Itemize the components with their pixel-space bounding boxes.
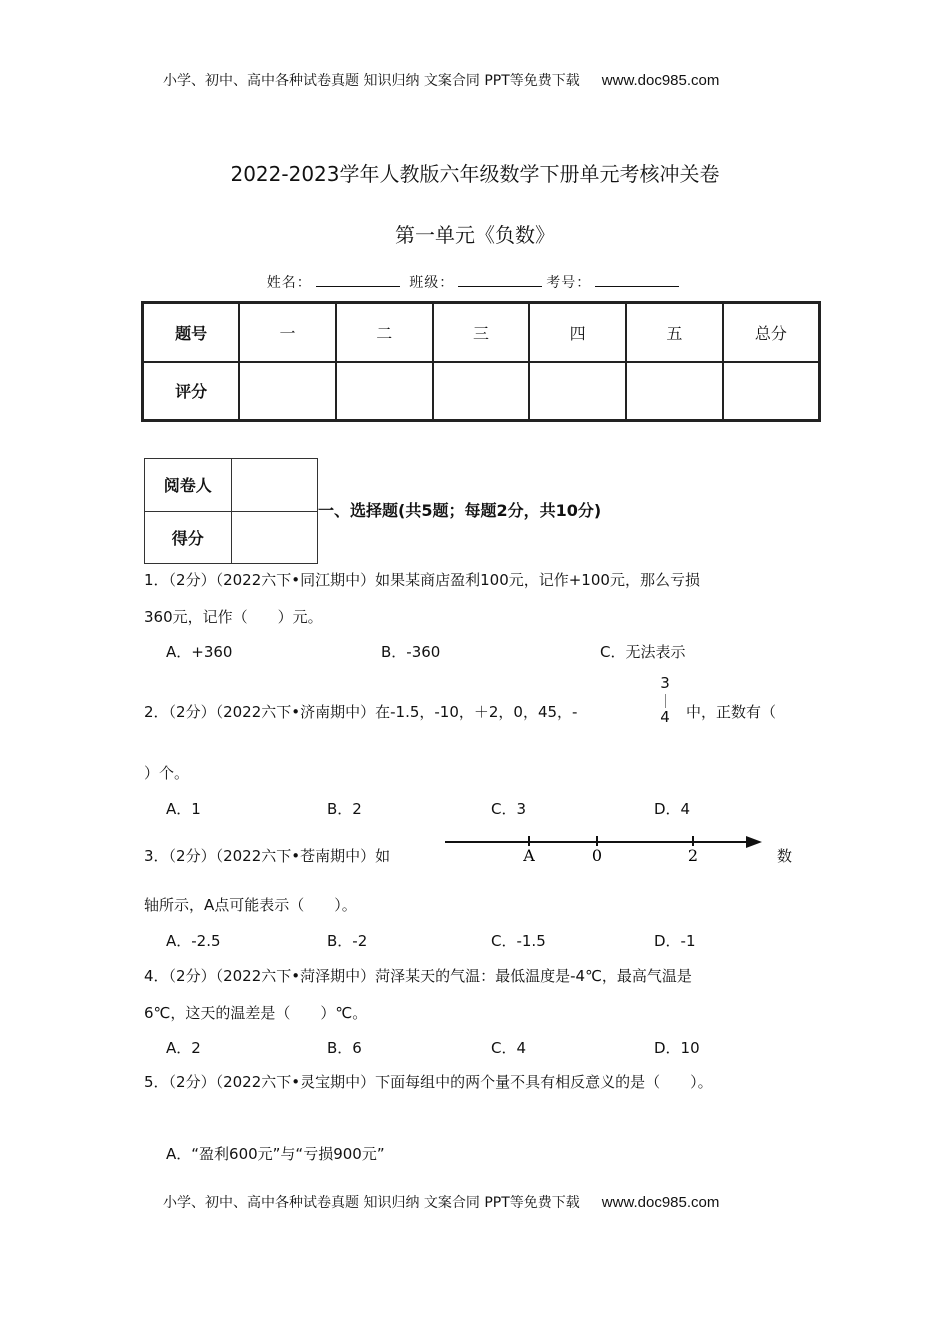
score-cell-4: 四 xyxy=(529,303,626,362)
q2-fraction-numerator: 3 xyxy=(660,674,670,692)
number-line xyxy=(440,832,770,864)
q5-option-a[interactable]: A．“盈利600元”与“亏损900元” xyxy=(166,1145,385,1163)
q4-option-a[interactable]: A．2 xyxy=(166,1039,201,1057)
q3-option-d[interactable]: D．-1 xyxy=(654,932,696,950)
reviewer-input[interactable] xyxy=(231,459,318,512)
q2-line1: 2．（2分）（2022六下•济南期中）在-1.5，-10，＋2，0，45，- xyxy=(144,703,578,721)
q4-line2: 6℃，这天的温差是（ ）℃。 xyxy=(144,1004,368,1022)
q1-line1: 1．（2分）（2022六下•同江期中）如果某商店盈利100元，记作+100元，那么亏损 xyxy=(144,571,700,589)
student-info-line xyxy=(0,272,950,292)
q4-option-c[interactable]: C．4 xyxy=(491,1039,527,1057)
q4-option-d[interactable]: D．10 xyxy=(654,1039,700,1057)
score-cell-total: 总分 xyxy=(723,303,820,362)
q1-line2: 360元，记作（ ）元。 xyxy=(144,608,323,626)
q3-line2: 轴所示，A点可能表示（ ）。 xyxy=(144,896,357,914)
q3-option-b[interactable]: B．-2 xyxy=(327,932,368,950)
q4-option-b[interactable]: B．6 xyxy=(327,1039,362,1057)
page-footer xyxy=(163,1192,719,1212)
score-input-total[interactable] xyxy=(723,362,820,421)
q3-option-c[interactable]: C．-1.5 xyxy=(491,932,546,950)
score-input-4[interactable] xyxy=(529,362,626,421)
score-table-header-row xyxy=(143,303,820,362)
q2-option-d[interactable]: D．4 xyxy=(654,800,691,818)
q5-line1: 5．（2分）（2022六下•灵宝期中）下面每组中的两个量不具有相反意义的是（ ）。 xyxy=(144,1073,713,1091)
score-table xyxy=(141,301,821,422)
exam-subtitle: 第一单元《负数》 xyxy=(395,223,555,247)
header-text: 小学、初中、高中各种试卷真题 知识归纳 文案合同 PPT等免费下载 xyxy=(163,73,580,89)
footer-text: 小学、初中、高中各种试卷真题 知识归纳 文案合同 PPT等免费下载 xyxy=(163,1195,580,1211)
number-line-arrow xyxy=(746,836,762,848)
grader-score-label: 得分 xyxy=(145,511,232,564)
score-cell-5: 五 xyxy=(626,303,723,362)
label-a: A xyxy=(523,846,535,864)
q2-option-b[interactable]: B．2 xyxy=(327,800,362,818)
q1-option-c[interactable]: C．无法表示 xyxy=(600,643,686,661)
q4-line1: 4．（2分）（2022六下•菏泽期中）菏泽某天的气温：最低温度是-4℃，最高气温是 xyxy=(144,967,692,985)
q3-line1-tail: 数 xyxy=(777,847,793,865)
q3-line1: 3．（2分）（2022六下•苍南期中）如 xyxy=(144,847,391,865)
q2-option-c[interactable]: C．3 xyxy=(491,800,527,818)
label-0: 0 xyxy=(591,846,603,864)
q2-option-a[interactable]: A．1 xyxy=(166,800,201,818)
score-cell-1: 一 xyxy=(239,303,336,362)
q2-fraction-bar xyxy=(665,694,666,708)
name-blank[interactable] xyxy=(316,286,400,287)
reviewer-label: 阅卷人 xyxy=(145,459,232,512)
label-2: 2 xyxy=(687,846,699,864)
q1-option-a[interactable]: A．+360 xyxy=(166,643,233,661)
class-label: 班级： xyxy=(409,275,455,291)
score-row-label: 评分 xyxy=(143,362,240,421)
exam-title: 2022-2023学年人教版六年级数学下册单元考核冲关卷 xyxy=(230,162,720,186)
name-label: 姓名： xyxy=(266,275,312,291)
exam-no-blank[interactable] xyxy=(595,286,679,287)
score-cell-3: 三 xyxy=(433,303,530,362)
score-input-5[interactable] xyxy=(626,362,723,421)
score-table-score-row xyxy=(143,362,820,421)
class-blank[interactable] xyxy=(458,286,542,287)
score-cell-label: 题号 xyxy=(143,303,240,362)
q3-option-a[interactable]: A．-2.5 xyxy=(166,932,221,950)
score-cell-2: 二 xyxy=(336,303,433,362)
grader-table xyxy=(144,458,318,564)
score-input-2[interactable] xyxy=(336,362,433,421)
grader-score-input[interactable] xyxy=(231,511,318,564)
header-url[interactable]: www.doc985.com xyxy=(601,72,720,89)
exam-no-label: 考号： xyxy=(546,275,592,291)
score-input-1[interactable] xyxy=(239,362,336,421)
q2-line1-tail: 中，正数有（ xyxy=(686,703,777,721)
page-header xyxy=(163,70,719,90)
section-heading: 一、选择题(共5题；每题2分，共10分) xyxy=(318,501,602,520)
q1-option-b[interactable]: B．-360 xyxy=(381,643,441,661)
score-input-3[interactable] xyxy=(433,362,530,421)
q2-fraction xyxy=(656,674,674,726)
footer-url[interactable]: www.doc985.com xyxy=(601,1194,720,1211)
q2-fraction-denominator: 4 xyxy=(660,708,670,726)
q2-line2: ）个。 xyxy=(144,764,190,782)
